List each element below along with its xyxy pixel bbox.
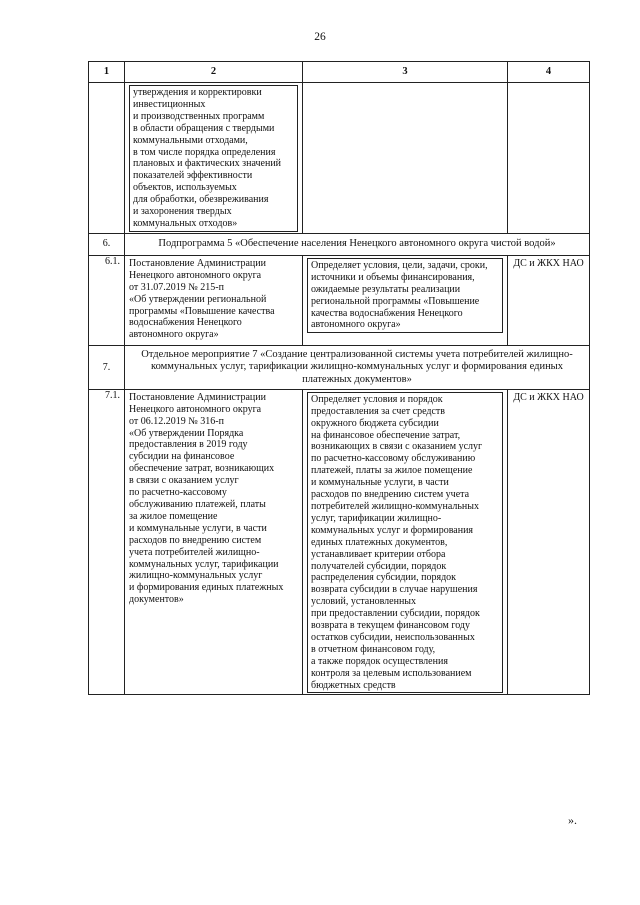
text-line: и формирования единых платежных (129, 582, 284, 594)
text-line: утверждения и корректировки (133, 87, 262, 98)
text-line: от 31.07.2019 № 215-п (129, 281, 224, 293)
section-6-row (89, 233, 590, 255)
row-6-1-description-text (307, 258, 503, 333)
section-7-title: Отдельное мероприятие 7 «Создание централизованной системы учета потребителей жилищно-коммунальных услуг, тарификации жилищно-коммунальных услуг и формирования единых платежных документов» (125, 346, 590, 390)
text-line: по расчетно-кассовому (129, 487, 227, 499)
text-line: единых платежных документов, (311, 536, 448, 548)
text-line: в том числе порядка определения (133, 146, 276, 158)
continuation-description-cell (303, 83, 508, 234)
text-line: инвестиционных (133, 98, 206, 110)
text-line: Ненецкого автономного округа (129, 269, 262, 281)
section-6-title: Подпрограмма 5 «Обеспечение населения Ненецкого автономного округа чистой водой» (125, 233, 590, 255)
row-7-1-description-cell (303, 389, 508, 695)
continuation-number-cell (89, 83, 125, 234)
text-line: распределения субсидии, порядок (311, 572, 457, 584)
text-line: на финансовое обеспечение затрат, (311, 429, 461, 441)
row-7-1-executor: ДС и ЖКХ НАО (508, 389, 590, 695)
column-header-4: 4 (508, 62, 590, 83)
text-line: по расчетно-кассовому обслуживанию (311, 453, 476, 465)
text-line: устанавливает критерии отбора (311, 548, 446, 560)
text-line: потребителей жилищно-коммунальных (311, 500, 479, 512)
text-line: «Об утверждении Порядка (129, 427, 244, 439)
text-line: возврата в текущем финансовом году (311, 620, 471, 632)
text-line: в области обращения с твердыми (133, 122, 275, 134)
text-line: расходов по внедрению систем (129, 534, 262, 546)
text-line: в связи с оказанием услуг (129, 475, 239, 487)
closing-quote-mark: ». (568, 813, 577, 827)
regulation-table (88, 61, 590, 695)
row-6-1-document-cell (125, 255, 303, 345)
text-line: окружного бюджета субсидии (311, 417, 439, 429)
text-line: остатков субсидии, неиспользованных (311, 631, 475, 643)
text-line: Определяет условия, цели, задачи, сроки, (311, 259, 488, 271)
text-line: расходов по внедрению систем учета (311, 489, 470, 501)
text-line: контроля за целевым использованием (311, 667, 472, 679)
text-line: коммунальных услуг, тарификации (129, 558, 279, 570)
row-7-1-description-text (307, 392, 503, 694)
text-line: показателей эффективности (133, 170, 253, 182)
text-line: для обработки, обезвреживания (133, 194, 269, 206)
text-line: предоставления в 2019 году (129, 439, 248, 451)
row-7-1-number: 7.1. (89, 389, 125, 695)
row-6-1-description-cell (303, 255, 508, 345)
continuation-document-text (129, 85, 298, 232)
text-line: региональной программы «Повышение (311, 295, 480, 307)
text-line: а также порядок осуществления (311, 655, 448, 667)
text-line: обеспечение затрат, возникающих (129, 463, 275, 475)
page-number: 26 (314, 31, 326, 43)
text-line: плановых и фактических значений (133, 158, 282, 170)
text-line: возврата субсидии в случае нарушения (311, 584, 478, 596)
header-row (89, 62, 590, 83)
text-line: обслуживанию платежей, платы (129, 498, 266, 510)
text-line: Постановление Администрации (129, 391, 266, 403)
text-line: качества водоснабжения Ненецкого (311, 307, 463, 319)
row-7-1-document-text (129, 390, 298, 610)
column-header-3: 3 (303, 62, 508, 83)
text-line: и коммунальные услуги, в части (311, 477, 449, 489)
row-6-1 (89, 255, 590, 345)
text-line: коммунальных услуг и формирования (311, 524, 474, 536)
text-line: получателей субсидии, порядок (311, 560, 447, 572)
row-7-1-document-cell (125, 389, 303, 695)
text-line: Постановление Администрации (129, 257, 266, 269)
continuation-document-cell (125, 83, 303, 234)
text-line: бюджетных средств (311, 679, 396, 691)
text-line: автономного округа» (129, 329, 219, 341)
text-line: автономного округа» (311, 319, 401, 331)
text-line: коммунальных отходов» (133, 217, 238, 229)
text-line: и захоронения твердых (133, 206, 232, 218)
text-line: объектов, используемых (133, 182, 237, 194)
text-line: субсидии на финансовое (129, 451, 235, 463)
continuation-row (89, 83, 590, 234)
text-line: учета потребителей жилищно- (129, 546, 260, 558)
continuation-executor-cell (508, 83, 590, 234)
row-7-1 (89, 389, 590, 695)
text-line: за жилое помещение (129, 510, 218, 522)
section-7-number: 7. (89, 346, 125, 390)
section-6-number: 6. (89, 233, 125, 255)
text-line: возникающих в связи с оказанием услуг (311, 441, 483, 453)
row-6-1-executor: ДС и ЖКХ НАО (508, 255, 590, 345)
text-line: от 06.12.2019 № 316-п (129, 415, 224, 427)
text-line: программы «Повышение качества (129, 305, 275, 317)
text-line: Ненецкого автономного округа (129, 403, 262, 415)
text-line: и коммунальные услуги, в части (129, 522, 267, 534)
text-line: жилищно-коммунальных услуг (129, 570, 263, 582)
text-line: предоставления за счет средств (311, 405, 446, 417)
text-line: «Об утверждении региональной (129, 293, 267, 305)
column-header-1: 1 (89, 62, 125, 83)
text-line: водоснабжения Ненецкого (129, 317, 242, 329)
text-line: условий, установленных (311, 596, 417, 608)
text-line: услуг, тарификации жилищно- (311, 512, 442, 524)
section-7-row (89, 346, 590, 390)
text-line: платежей, платы за жилое помещение (311, 465, 473, 477)
text-line: и производственных программ (133, 110, 265, 122)
row-6-1-document-text (129, 256, 298, 345)
text-line: в отчетном финансовом году, (311, 643, 436, 655)
text-line: при предоставлении субсидии, порядок (311, 608, 480, 620)
column-header-2: 2 (125, 62, 303, 83)
text-line: ожидаемые результаты реализации (311, 283, 461, 295)
text-line: документов» (129, 594, 184, 606)
text-line: коммунальными отходами, (133, 134, 248, 146)
text-line: источники и объемы финансирования, (311, 271, 475, 283)
row-6-1-number: 6.1. (89, 255, 125, 345)
text-line: Определяет условия и порядок (311, 393, 443, 405)
